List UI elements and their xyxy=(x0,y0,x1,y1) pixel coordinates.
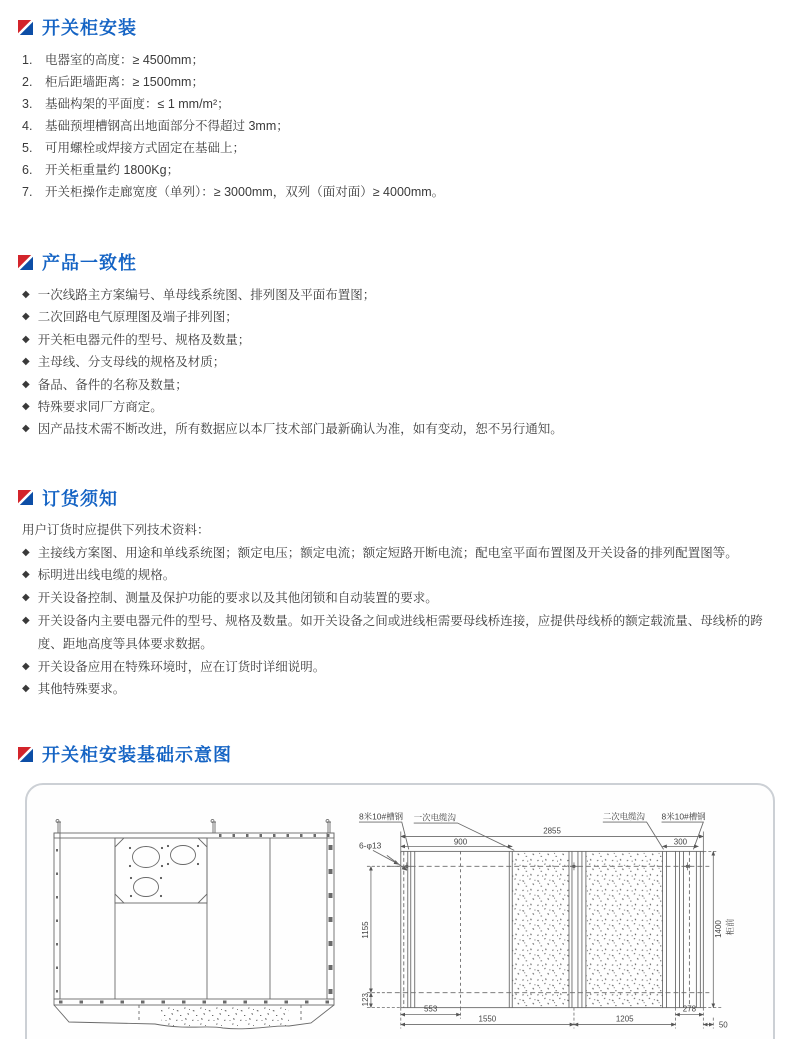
section-consistency-heading xyxy=(18,249,780,275)
item-number: 3. xyxy=(22,97,33,111)
item-text: 一次线路主方案编号、单母线系统图、排列图及平面布置图； xyxy=(37,288,376,302)
dim-lower-height: 123 xyxy=(360,993,370,1007)
top-rail xyxy=(54,833,334,838)
list-item xyxy=(22,71,780,93)
diamond-bullet-icon: ◆ xyxy=(22,546,30,558)
cabinet-top-view-drawing xyxy=(47,815,347,1039)
list-item xyxy=(22,418,780,440)
list-item xyxy=(22,49,780,71)
cable-entry-panel xyxy=(115,838,207,903)
right-frame xyxy=(327,833,334,999)
channel-steel-left-label: 8米10#槽钢 xyxy=(358,811,404,822)
section-consistency xyxy=(18,249,780,441)
item-number: 7. xyxy=(22,185,33,199)
dim-total-depth: 1400 xyxy=(714,920,724,939)
list-item xyxy=(22,374,780,396)
item-number: 6. xyxy=(22,163,33,177)
bolt-holes xyxy=(129,845,199,897)
section-title: 产品一致性 xyxy=(42,253,137,273)
item-text: 开关柜电器元件的型号、规格及数量； xyxy=(37,332,251,347)
dim-total-width: 2855 xyxy=(543,826,561,836)
item-text: 柜后距墙距离：≥ 1500mm； xyxy=(45,75,204,89)
diamond-bullet-icon: ◆ xyxy=(22,333,30,345)
lifting-pins xyxy=(56,820,331,834)
section-title: 开关柜安装基础示意图 xyxy=(42,745,232,766)
diamond-bullet-icon: ◆ xyxy=(22,311,30,323)
dim-upper-height: 1155 xyxy=(360,921,370,939)
cable-hole xyxy=(171,846,196,865)
section-title: 订货须知 xyxy=(42,488,118,509)
secondary-trench-fill xyxy=(586,852,663,1007)
section-marker-icon xyxy=(18,20,33,35)
consistency-list xyxy=(22,284,780,441)
item-number: 5. xyxy=(22,141,33,155)
item-text: 开关设备控制、测量及保护功能的要求以及其他闭锁和自动装置的要求。 xyxy=(37,591,438,606)
section-installation-heading xyxy=(18,14,780,40)
item-text: 电器室的高度：≥ 4500mm； xyxy=(45,53,204,67)
diamond-bullet-icon: ◆ xyxy=(22,592,30,604)
channel-steel-right-label: 8米10#槽钢 xyxy=(661,811,706,822)
diamond-bullet-icon: ◆ xyxy=(22,356,30,368)
left-frame xyxy=(54,833,60,999)
list-item xyxy=(22,159,780,181)
section-marker-icon xyxy=(18,747,33,762)
item-text: 开关设备内主要电器元件的型号、规格及数量。如开关设备之间或进线柜需要母线桥连接，应提供母线桥的额定载流量、母线桥的跨度、距地高度等具体要求数据。 xyxy=(37,614,763,651)
diamond-bullet-icon: ◆ xyxy=(22,401,30,413)
list-item xyxy=(22,396,780,418)
item-text: 基础预埋槽钢高出地面部分不得超过 3mm； xyxy=(45,119,289,133)
section-ordering xyxy=(18,485,780,701)
item-text: 主母线、分支母线的规格及材质； xyxy=(37,355,226,370)
item-text: 备品、备件的名称及数量； xyxy=(37,377,188,392)
dim-secondary-width: 300 xyxy=(673,837,688,847)
dim-left-offset: 900 xyxy=(453,837,468,847)
ordering-list xyxy=(22,542,780,702)
dim-50: 50 xyxy=(718,1020,728,1030)
item-text: 其他特殊要求。 xyxy=(37,682,126,697)
section-marker-icon xyxy=(18,255,33,270)
primary-cable-trench-label: 一次电缆沟 xyxy=(413,812,456,823)
item-number: 4. xyxy=(22,119,33,133)
list-item xyxy=(22,678,780,701)
installation-list xyxy=(22,49,780,203)
item-text: 因产品技术需不断改进，所有数据应以本厂技术部门最新确认为准，如有变动，恕不另行通知。 xyxy=(37,422,563,437)
bolt-holes-label: 6-φ13 xyxy=(358,840,382,851)
list-item xyxy=(22,115,780,137)
diamond-bullet-icon: ◆ xyxy=(22,660,30,672)
dim-278: 278 xyxy=(682,1004,697,1014)
list-item xyxy=(22,329,780,351)
list-item xyxy=(22,351,780,373)
list-item xyxy=(22,656,780,679)
item-number: 1. xyxy=(22,53,33,67)
diamond-bullet-icon: ◆ xyxy=(22,378,30,390)
section-title: 开关柜安装 xyxy=(42,18,137,38)
list-item xyxy=(22,564,780,587)
section-diagram-heading xyxy=(18,741,780,767)
section-ordering-heading xyxy=(18,485,780,511)
item-text: 二次回路电气原理图及端子排列图； xyxy=(37,310,238,325)
dim-1550: 1550 xyxy=(478,1014,497,1024)
list-item xyxy=(22,181,780,203)
dim-1205: 1205 xyxy=(615,1014,634,1024)
list-item xyxy=(22,542,780,565)
ordering-intro: 用户订货时应提供下列技术资料： xyxy=(22,522,210,537)
list-item xyxy=(22,137,780,159)
item-text: 主接线方案图、用途和单线系统图；额定电压；额定电流；额定短路开断电流；配电室平面布置图及开关设备的排列配置图等。 xyxy=(37,545,738,560)
list-item xyxy=(22,610,780,656)
item-text: 开关设备应用在特殊环境时，应在订货时详细说明。 xyxy=(37,659,326,674)
item-text: 可用螺栓或焊接方式固定在基础上； xyxy=(45,141,246,155)
foundation-plan-drawing xyxy=(357,803,775,1039)
section-marker-icon xyxy=(18,490,33,505)
base-strip xyxy=(54,999,334,1005)
section-installation xyxy=(18,14,780,203)
diamond-bullet-icon: ◆ xyxy=(22,569,30,581)
item-text: 基础构架的平面度：≤ 1 mm/m²； xyxy=(45,97,230,111)
list-item xyxy=(22,587,780,610)
dim-553: 553 xyxy=(424,1004,438,1014)
foundation-diagram-panel xyxy=(25,783,775,1039)
primary-trench-fill xyxy=(512,852,569,1007)
diamond-bullet-icon: ◆ xyxy=(22,289,30,300)
diamond-bullet-icon: ◆ xyxy=(22,683,30,695)
item-text: 特殊要求同厂方商定。 xyxy=(37,400,163,415)
diamond-bullet-icon: ◆ xyxy=(22,423,30,435)
cable-hole xyxy=(133,847,160,868)
item-text: 标明进出线电缆的规格。 xyxy=(37,568,176,583)
secondary-cable-trench-label: 二次电缆沟 xyxy=(602,811,646,822)
cabinet-front-label: 柜前 xyxy=(725,918,736,936)
item-text: 开关柜重量约 1800Kg； xyxy=(45,163,180,177)
section-foundation-diagram xyxy=(18,741,780,1039)
item-text: 开关柜操作走廊宽度（单列）：≥ 3000mm，双列（面对面）≥ 4000mm。 xyxy=(45,185,445,199)
list-item xyxy=(22,93,780,115)
list-item xyxy=(22,306,780,328)
foundation-profile xyxy=(54,1005,334,1029)
diamond-bullet-icon: ◆ xyxy=(22,615,30,627)
list-item xyxy=(22,284,780,306)
cable-hole xyxy=(134,878,159,897)
item-number: 2. xyxy=(22,75,33,89)
